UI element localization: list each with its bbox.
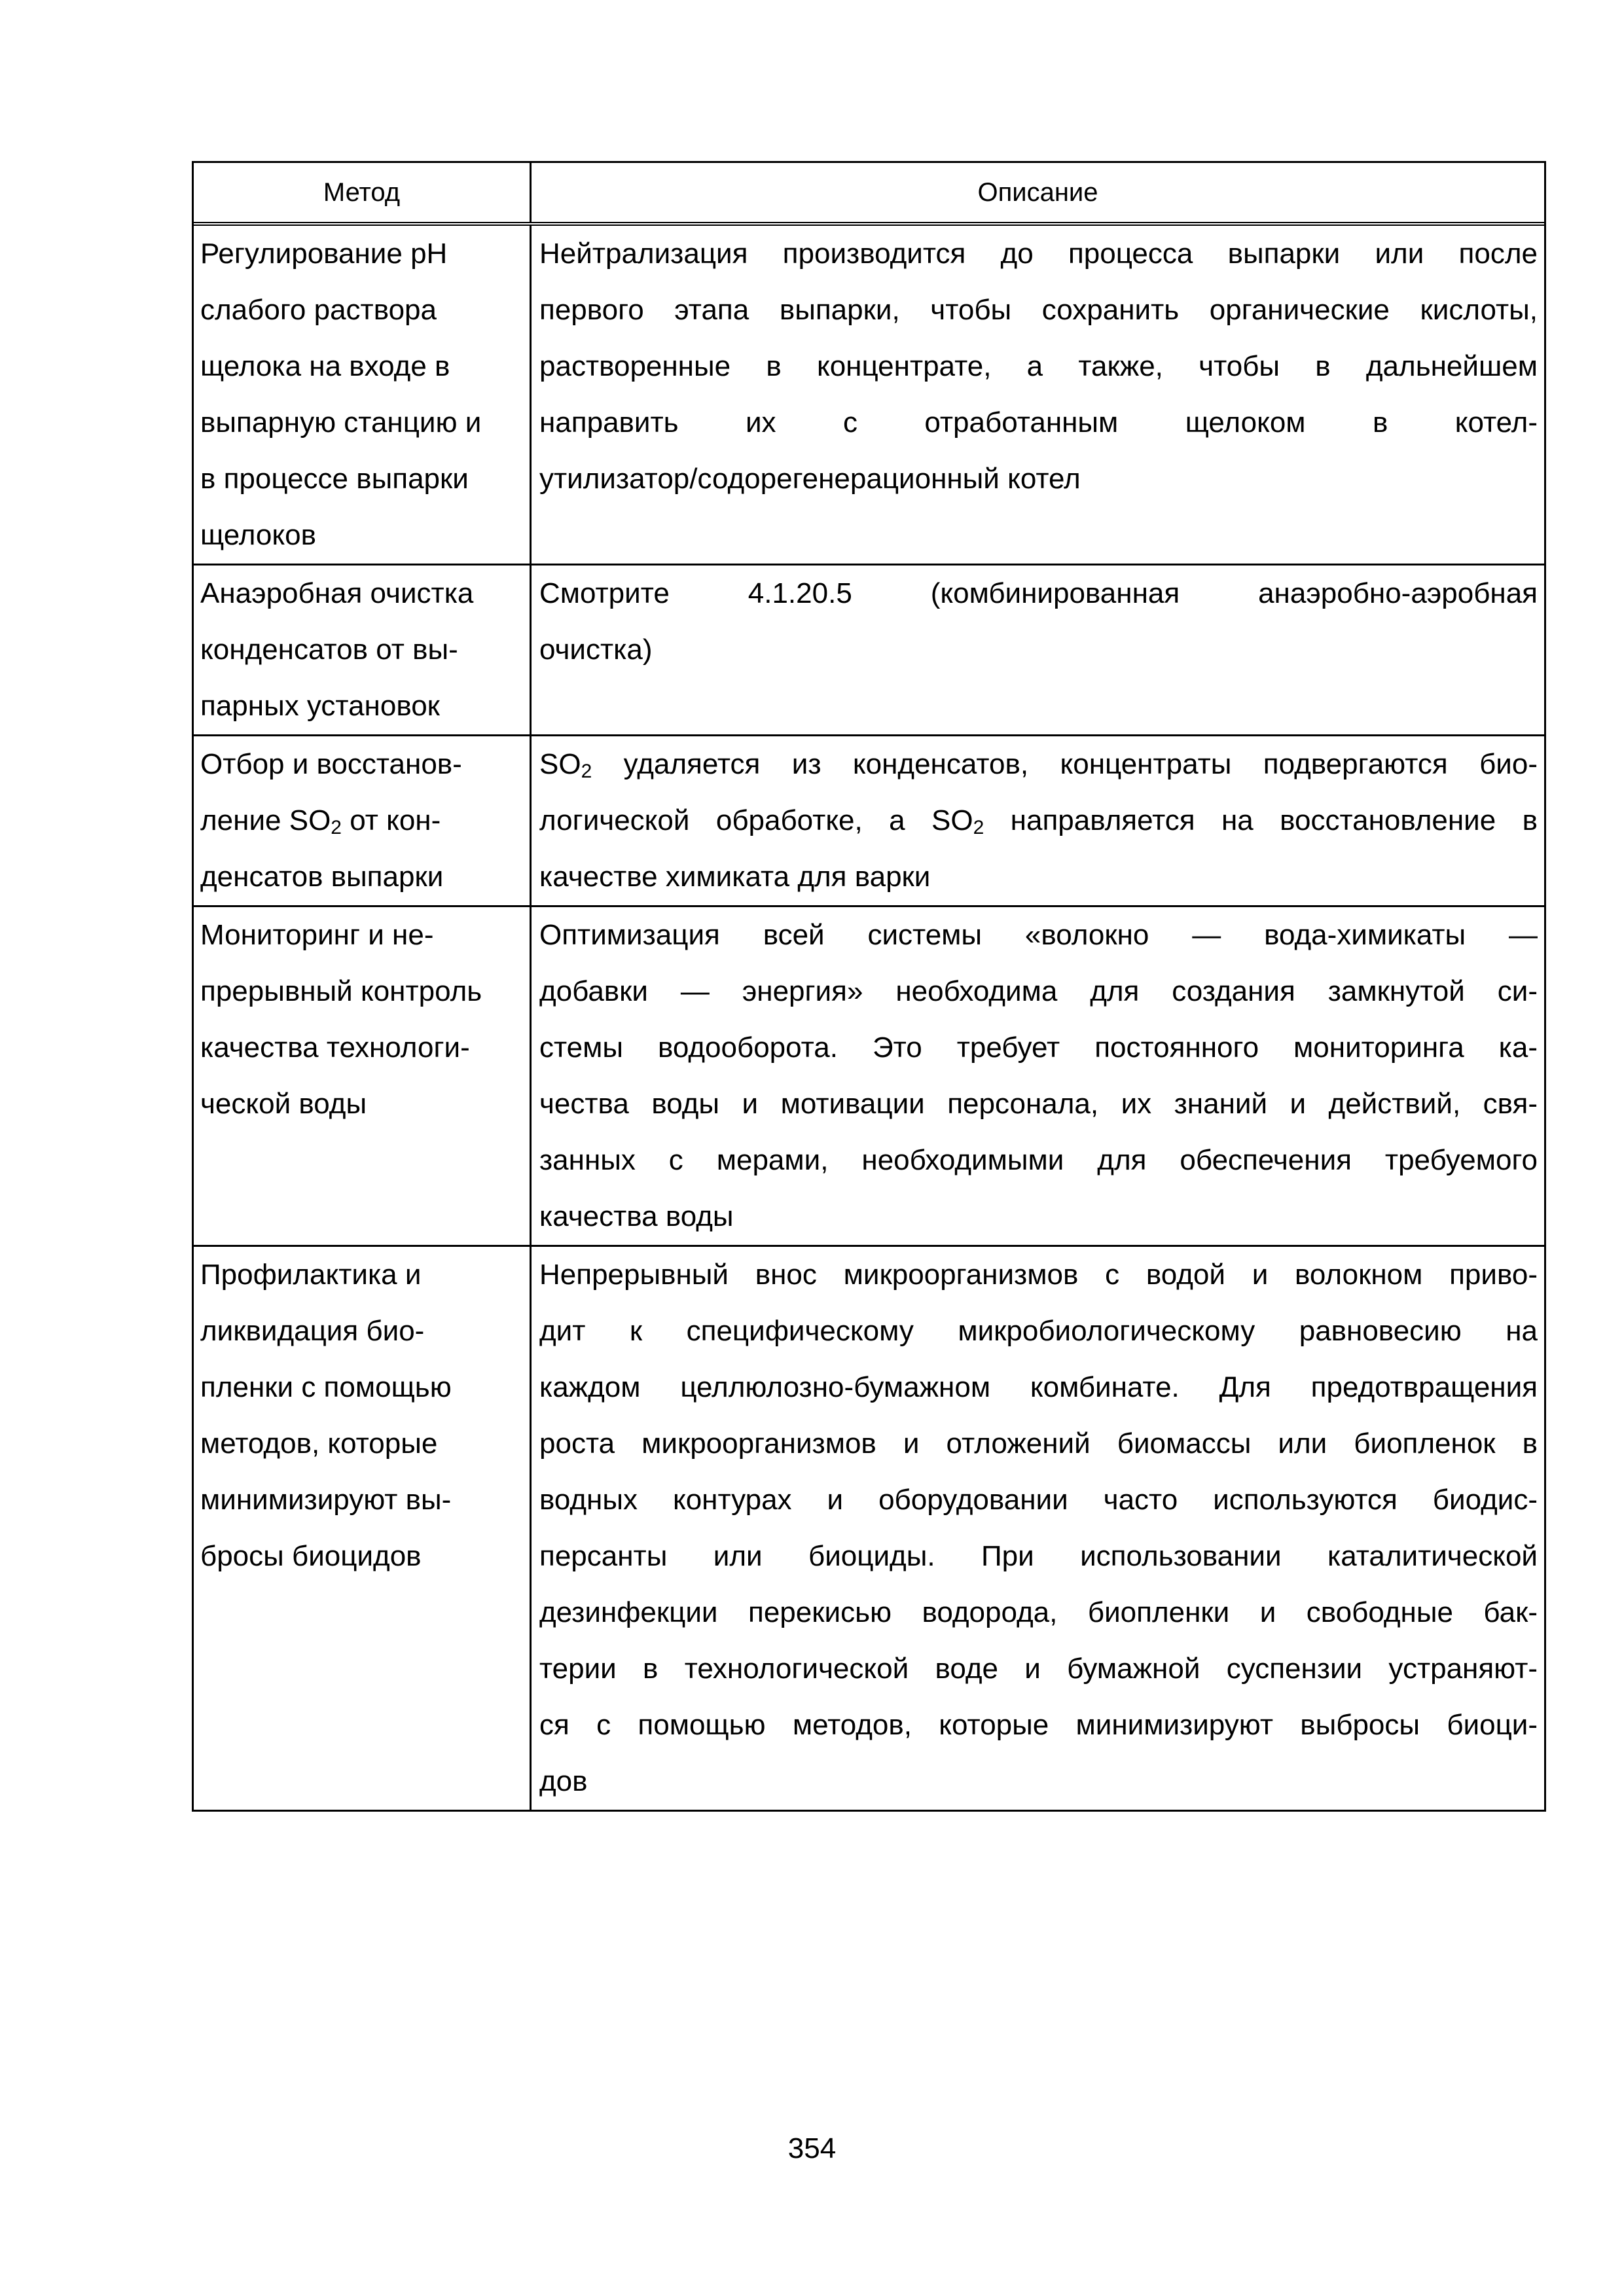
header-description: Описание — [977, 177, 1098, 207]
page-number: 354 — [787, 2132, 837, 2164]
text-line: Мониторинг и не- — [200, 919, 434, 951]
text-line: утилизатор/содорегенерационный котел — [539, 463, 1081, 495]
text-line: первого этапа выпарки, чтобы сохранить органические кислоты, — [539, 294, 1538, 326]
method-cell — [194, 1247, 532, 1810]
text-line: ческой воды — [200, 1088, 367, 1120]
table-row — [194, 1247, 1544, 1810]
text-line: добавки — энергия» необходима для создания замкнутой си- — [539, 975, 1538, 1007]
table-row — [194, 736, 1544, 907]
text-line: слабого раствора — [200, 294, 437, 326]
text-line: Регулирование pH — [200, 238, 448, 270]
description-cell — [532, 907, 1544, 1245]
text-line: очистка) — [539, 634, 653, 666]
text-line: Нейтрализация производится до процесса выпарки или после — [539, 238, 1538, 270]
header-method: Метод — [194, 163, 532, 222]
text-line: роста микроорганизмов и отложений биомассы или биопленок в — [539, 1427, 1538, 1460]
text-line: в процессе выпарки — [200, 463, 469, 495]
text-line: $SO_2$ удаляется из конденсатов, концентраты подвергаются био- — [539, 748, 1538, 782]
text-line: направить их с отработанным щелоком в котел- — [539, 406, 1538, 439]
description-cell — [532, 1247, 1544, 1810]
text-line: прерывный контроль — [200, 975, 482, 1007]
text-line: Профилактика и — [200, 1259, 422, 1291]
text-line: качестве химиката для варки — [539, 861, 931, 893]
text-line: ление $SO_2$ от кон- — [200, 804, 441, 838]
text-line: занных с мерами, необходимыми для обеспечения требуемого — [539, 1144, 1538, 1176]
text-line: качества технологи- — [200, 1031, 470, 1064]
text-line: персанты или биоциды. При использовании каталитической — [539, 1540, 1538, 1572]
methods-table — [192, 161, 1546, 1812]
text-line: щелока на входе в — [200, 350, 450, 382]
method-cell — [194, 226, 532, 564]
text-line: Оптимизация всей системы «волокно — вода-химикаты — — [539, 919, 1538, 951]
method-cell — [194, 565, 532, 734]
text-line: выпарную станцию и — [200, 406, 482, 439]
table-row — [194, 907, 1544, 1247]
text-line: терии в технологической воде и бумажной суспензии устраняют- — [539, 1653, 1538, 1685]
text-line: Смотрите 4.1.20.5 (комбинированная анаэробно-аэробная — [539, 577, 1538, 609]
table-row — [194, 226, 1544, 565]
method-cell — [194, 736, 532, 905]
text-line: дит к специфическому микробиологическому равновесию на — [539, 1315, 1538, 1347]
text-line: ся с помощью методов, которые минимизируют выбросы биоци- — [539, 1709, 1538, 1741]
text-line: водных контурах и оборудовании часто используются биодис- — [539, 1484, 1538, 1516]
text-line: конденсатов от вы- — [200, 634, 458, 666]
text-line: дезинфекции перекисью водорода, биопленки и свободные бак- — [539, 1596, 1538, 1628]
text-line: Непрерывный внос микроорганизмов с водой и волокном приво- — [539, 1259, 1538, 1291]
text-line: щелоков — [200, 519, 316, 551]
text-line: Анаэробная очистка — [200, 577, 474, 609]
description-cell — [532, 736, 1544, 905]
text-line: методов, которые — [200, 1427, 438, 1460]
description-cell — [532, 226, 1544, 564]
text-line: парных установок — [200, 690, 440, 722]
text-line: пленки с помощью — [200, 1371, 452, 1403]
text-line: минимизируют вы- — [200, 1484, 452, 1516]
text-line: ликвидация био- — [200, 1315, 425, 1347]
text-line: денсатов выпарки — [200, 861, 444, 893]
text-line: каждом целлюлозно-бумажном комбинате. Для предотвращения — [539, 1371, 1538, 1403]
text-line: растворенные в концентрате, а также, чтобы в дальнейшем — [539, 350, 1538, 382]
text-line: качества воды — [539, 1200, 734, 1232]
text-line: стемы водооборота. Это требует постоянного мониторинга ка- — [539, 1031, 1538, 1064]
table-header — [194, 163, 1544, 226]
description-cell — [532, 565, 1544, 734]
text-line: дов — [539, 1765, 588, 1797]
text-line: Отбор и восстанов- — [200, 748, 462, 780]
method-cell — [194, 907, 532, 1245]
text-line: логической обработке, а $SO_2$ направляется на восстановление в — [539, 804, 1538, 838]
text-line: чества воды и мотивации персонала, их знаний и действий, свя- — [539, 1088, 1538, 1120]
table-row — [194, 565, 1544, 736]
text-line: бросы биоцидов — [200, 1540, 422, 1572]
